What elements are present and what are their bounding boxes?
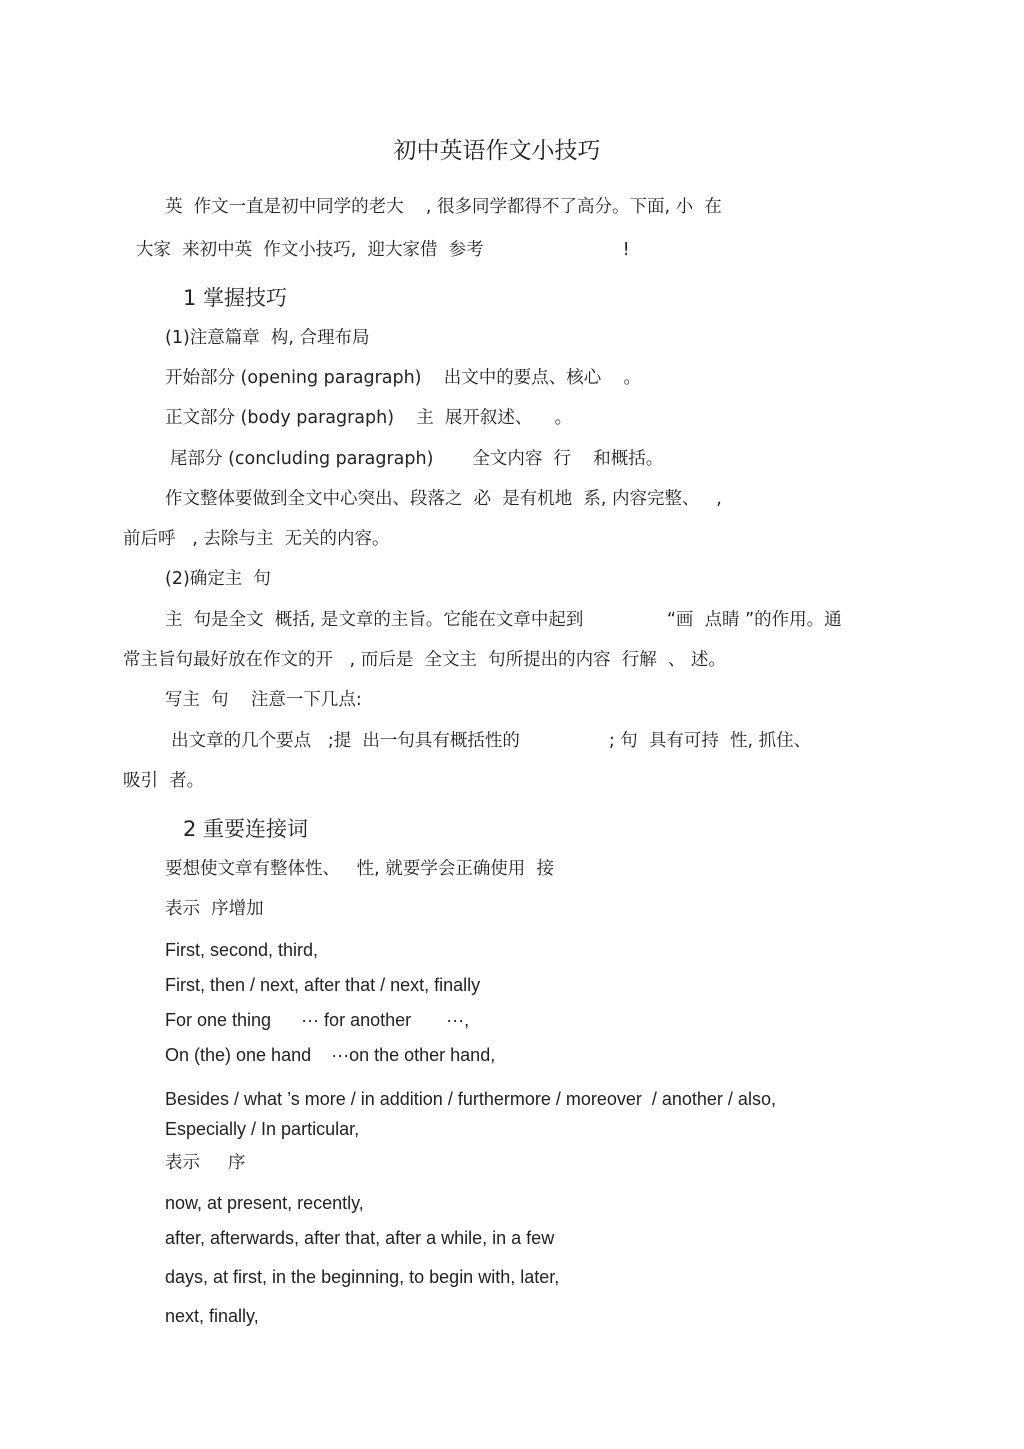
document-title: 初中英语作文小技巧 [393, 138, 601, 164]
subsection-1-heading: (1)注意篇章 构, 合理布局 [165, 328, 370, 348]
connector-line: Especially / In particular, [165, 1119, 360, 1139]
intro-line: 英 作文一直是初中同学的老大 , 很多同学都得不了高分。下面, 小 在 [165, 197, 722, 217]
section-1-heading: 1 掌握技巧 [183, 286, 288, 310]
connector-line: days, at first, in the beginning, to begin with, later, [165, 1267, 560, 1287]
connector-line: First, then / next, after that / next, finally [165, 975, 481, 995]
connector-line: On (the) one hand ···on the other hand, [165, 1045, 496, 1065]
connector-line: after, afterwards, after that, after a while, in a few [165, 1228, 555, 1248]
paragraph-line: 常主旨句最好放在作文的开 , 而后是 全文主 句所提出的内容 行解 、 述。 [123, 650, 726, 670]
paragraph-line: 主 句是全文 概括, 是文章的主旨。它能在文章中起到 “画 点睛 ”的作用。通 [165, 610, 842, 630]
subsection-2-heading: (2)确定主 句 [165, 569, 271, 589]
connector-line: next, finally, [165, 1306, 259, 1326]
paragraph-line: 开始部分 (opening paragraph) 出文中的要点、核心 。 [165, 368, 641, 388]
paragraph-line: 正文部分 (body paragraph) 主 展开叙述、 。 [165, 408, 573, 428]
paragraph-line: 出文章的几个要点 ;提 出一句具有概括性的 ; 句 具有可持 性, 抓住、 [160, 731, 812, 751]
paragraph-line: 作文整体要做到全文中心突出、段落之 必 是有机地 系, 内容完整、 , [165, 489, 722, 509]
paragraph-line: 尾部分 (concluding paragraph) 全文内容 行 和概括。 [170, 449, 664, 469]
section-2-heading: 2 重要连接词 [183, 817, 309, 841]
connector-line: For one thing ··· for another ···, [165, 1010, 470, 1030]
connector-line: First, second, third, [165, 940, 319, 960]
paragraph-line: 要想使文章有整体性、 性, 就要学会正确使用 接 [165, 859, 554, 879]
intro-line: 大家 来初中英 作文小技巧, 迎大家借 参考 ! [136, 240, 630, 260]
paragraph-line: 表示 序增加 [165, 899, 264, 919]
connector-line: now, at present, recently, [165, 1193, 364, 1213]
paragraph-line: 写主 句 注意一下几点: [165, 690, 362, 710]
connector-line: Besides / what ’s more / in addition / furthermore / moreover / another / also, [165, 1089, 776, 1109]
paragraph-line: 表示 序 [165, 1153, 246, 1173]
paragraph-line: 前后呼 , 去除与主 无关的内容。 [123, 529, 390, 549]
paragraph-line: 吸引 者。 [123, 771, 205, 791]
